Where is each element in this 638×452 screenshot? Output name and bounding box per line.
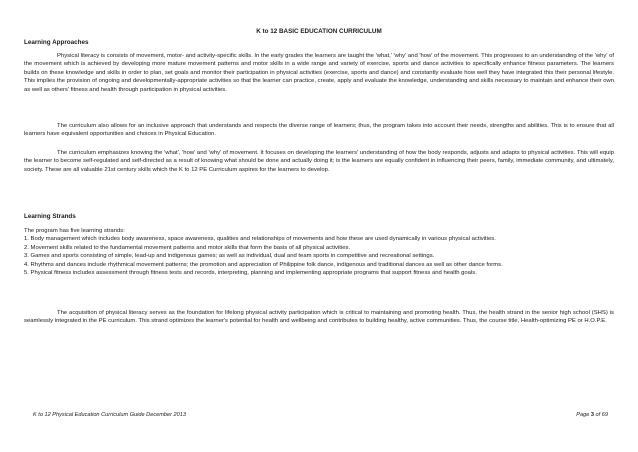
strand-item-3: 3. Games and sports consisting of simple, lead-up and indigenous games; as well as individual, dual and team sports in competitive and recreational settings. — [24, 253, 435, 260]
strands-list — [24, 227, 614, 277]
page-prefix: Page — [576, 412, 591, 418]
learning-approaches-heading: Learning Approaches — [24, 39, 89, 46]
approaches-paragraph-1: Physical literacy is consists of movement, motor- and activity-specific skills. In the early grades the learners are taught the 'what,' 'why' and 'how' of the movement. This progresses to an understanding of the 'why' of the movement which is achieved by developing more mature movement patterns and motor skills in a wide range and variety of exercise, sports and dance activities to specifically enhance fitness parameters. The learners builds on these knowledge and skills in order to plan, set goals and monitor their participation in physical activities (exercise, sports and dance) and constantly evaluate how well they have integrated this their personal lifestyle. This implies the provision of ongoing and developmentally-appropriate activities so that the learner can practice, create, apply and evaluate the knowledge, understanding and skills necessary to maintain and enhance their own as well as others' fitness and health through participation in physical activities. — [24, 53, 614, 93]
strand-item-1: 1. Body management which includes body awareness, space awareness, qualities and relationships of movements and how these are used dynamically in various physical activities. — [24, 236, 496, 243]
footer-page-number — [576, 412, 608, 418]
footer-guide-title: K to 12 Physical Education Curriculum Guide December 2013 — [33, 412, 186, 418]
learning-strands-heading: Learning Strands — [24, 213, 76, 220]
page-suffix: of 69 — [594, 412, 608, 418]
approaches-paragraph-3: The curriculum emphasizes knowing the 'what', 'how' and 'why' of movement. It focuses on developing the learners' understanding of how the body responds, adjusts and adapts to physical activities. This will equip the learner to become self-regulated and self-directed as a result of knowing what should be done and actually doing it; is the learners are equally confident in influencing their peers, family, immediate community, and ultimately, society. These are all valuable 21st century skills which the K to 12 PE Curriculum aspires for the learners to develop. — [24, 150, 614, 173]
document-title: K to 12 BASIC EDUCATION CURRICULUM — [256, 28, 382, 35]
strands-closing-paragraph: The acquisition of physical literacy serves as the foundation for lifelong physical activity participation which is critical to maintaining and promoting health. Thus, the health strand in the senior high school (SHS) is seamlessly integrated in the PE curriculum. This strand optimizes the learner's potential for health and wellbeing and contributes to building healthy, active communities. Thus, the course title, Health-optimizing PE or H.O.P.E. — [24, 310, 614, 325]
strand-item-2: 2. Movement skills related to the fundamental movement patterns and motor skills that form the basis of all physical activities. — [24, 244, 351, 251]
strand-item-5: 5. Physical fitness includes assessment through fitness tests and records, interpreting, planning and implementing appropriate programs that support fitness and health goals. — [24, 270, 477, 277]
approaches-paragraph-2: The curriculum also allows for an inclusive approach that understands and respects the diverse range of learners; thus, the program takes into account their needs, strengths and abilities. This is to ensure that all learners have equivalent opportunities and choices in Physical Education. — [24, 123, 614, 138]
strands-intro: The program has five learning strands: — [24, 228, 125, 234]
strand-item-4: 4. Rhythms and dances include rhythmical movement patterns; the promotion and appreciation of Philippine folk dance, indigenous and traditional dances as well as other dance forms. — [24, 261, 503, 268]
current-page: 3 — [590, 412, 594, 418]
